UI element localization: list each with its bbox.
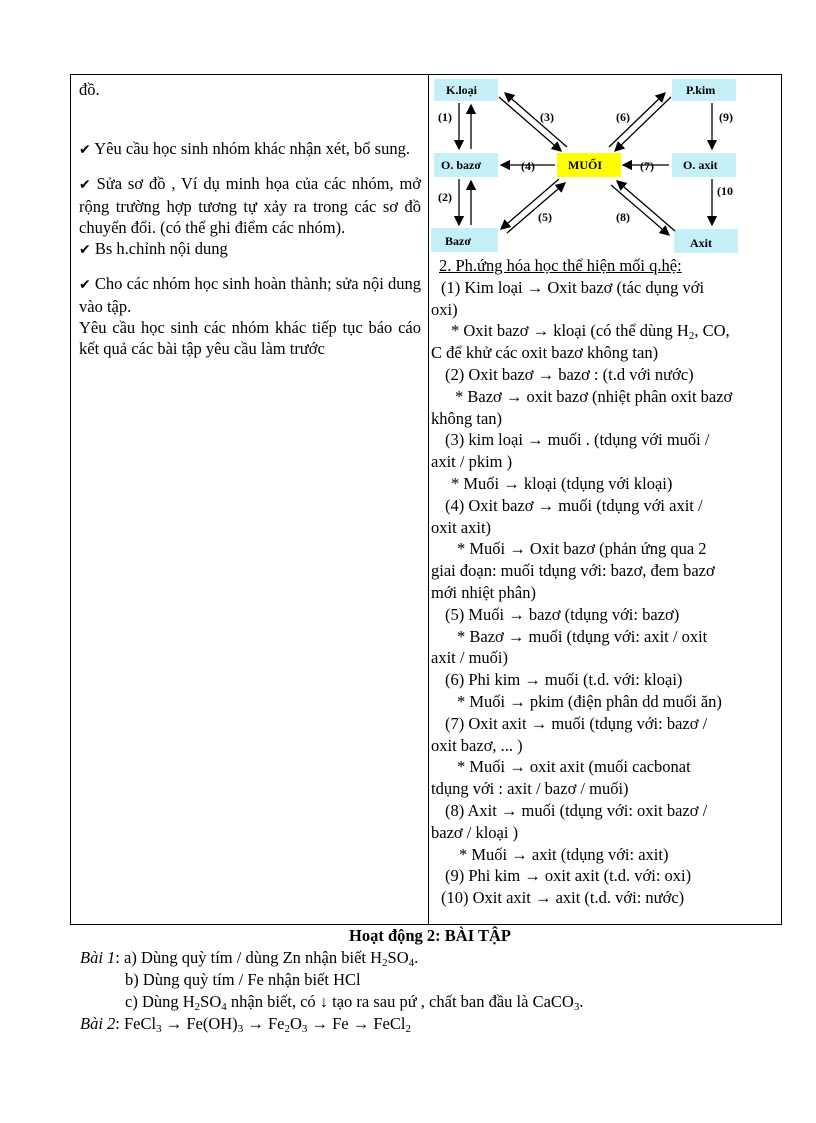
num-8: (8) — [616, 210, 630, 224]
lesson-table — [70, 74, 782, 925]
bai1-c: c) Dùng $H_2SO_4$ nhận biết, có ↓ tạo ra sau pứ , chất ban đầu là CaCO$_3$. — [125, 992, 584, 1013]
checkmark-icon: ✔ — [79, 142, 91, 158]
activity-heading: Hoạt động 2: BÀI TẬP — [349, 926, 511, 945]
left-p4: ✔ Bs h.chỉnh nội dung — [79, 239, 228, 258]
label-obazo: O. bazơ — [441, 158, 481, 172]
num-9: (9) — [719, 110, 733, 124]
label-muoi: MUỐI — [568, 158, 602, 172]
line: bazơ / kloại ) — [431, 822, 519, 842]
arrow-6a — [615, 97, 671, 151]
num-7: (7) — [640, 159, 654, 173]
label-bazo: Bazơ — [445, 234, 471, 248]
line: * Muối → axit (tdụng với: axit) — [459, 844, 669, 864]
line: mới nhiệt phân) — [431, 582, 536, 602]
num-10: (10 — [717, 184, 733, 198]
arrow-3a — [499, 97, 561, 151]
num-1: (1) — [438, 110, 452, 124]
line: (6) Phi kim → muối (t.d. với: kloại) — [445, 670, 683, 690]
checkmark-icon: ✔ — [79, 177, 91, 193]
left-p5: ✔ Cho các nhóm học sinh hoàn thành; sửa nội dung vào tập. — [79, 274, 422, 316]
line: không tan) — [431, 408, 503, 428]
num-4: (4) — [521, 159, 535, 173]
bai2: Bài 2: FeCl$_3$ → $Fe(OH)_3 \to Fe_2O_3 \to Fe$ → FeCl$_2$ — [80, 1014, 411, 1035]
bai1-b: b) Dùng quỳ tím / Fe nhận biết HCl — [125, 970, 361, 989]
line: oxit axit) — [431, 517, 492, 537]
activity-section — [80, 925, 780, 1035]
left-p2: ✔ Yêu cầu học sinh nhóm khác nhận xét, bổ sung. — [79, 139, 410, 158]
label-axit: Axit — [690, 236, 712, 250]
label-pkim: P.kim — [686, 83, 716, 97]
line: (7) Oxit axit → muối (tdụng với: bazơ / — [445, 713, 708, 733]
line: oxit bazơ, ... ) — [431, 735, 523, 755]
conversion-diagram — [431, 77, 751, 253]
line: tdụng với : axit / bazơ / muối) — [431, 779, 629, 799]
spacer — [79, 261, 421, 273]
num-3: (3) — [540, 110, 554, 124]
line: * Oxit bazơ → kloại (có thể dùng $H_2$, CO, — [451, 321, 730, 343]
line: * Muối → Oxit bazơ (phản ứng qua 2 — [457, 539, 707, 559]
teacher-activity-column — [79, 79, 421, 359]
line: (10) Oxit axit → axit (t.d. với: nước) — [441, 888, 685, 908]
spacer — [79, 100, 421, 138]
arrow-3b — [505, 93, 567, 147]
line: * Muối → kloại (tdụng với kloại) — [451, 473, 673, 493]
line: (5) Muối → bazơ (tdụng với: bazơ) — [445, 604, 680, 624]
spacer — [79, 161, 421, 173]
line: (3) kim loại → muối . (tdụng với muối / — [445, 430, 710, 450]
num-5: (5) — [538, 210, 552, 224]
line: axit / muối) — [431, 648, 508, 668]
column-divider — [428, 75, 429, 924]
line: * Muối → oxit axit (muối cacbonat — [457, 757, 691, 777]
left-p3: ✔ Sửa sơ đồ , Ví dụ minh họa của các nhóm, mở rộng trường hợp tương tự xảy ra trong các sơ đồ chuyển đổi. (có thể ghi điểm các nhóm). — [79, 174, 422, 237]
line: axit / pkim ) — [431, 452, 513, 472]
left-p6: Yêu cầu học sinh các nhóm khác tiếp tục báo cáo kết quả các bài tập yêu cầu làm trước — [79, 318, 421, 358]
line: giai đoạn: muối tdụng với: bazơ, đem bazơ — [431, 561, 715, 581]
arrow-5b — [507, 183, 565, 233]
line: * Bazơ → muối (tdụng với: axit / oxit — [457, 626, 708, 646]
line: (4) Oxit bazơ → muối (tdụng với axit / — [445, 495, 703, 515]
line: C để khử các oxit bazơ không tan) — [431, 343, 659, 363]
num-6: (6) — [616, 110, 630, 124]
line: (1) Kim loại → Oxit bazơ (tác dụng với — [441, 277, 705, 297]
num-2: (2) — [438, 190, 452, 204]
content-column — [431, 255, 778, 909]
bai1-a: Bài 1: a) Dùng quỳ tím / dùng Zn nhận biết $H_2SO_4$. — [80, 948, 419, 969]
left-p1: đồ. — [79, 80, 100, 99]
section-title: 2. Ph.ứng hóa học thể hiện mối q.hệ: — [439, 256, 682, 275]
line: (2) Oxit bazơ → bazơ : (t.d với nước) — [445, 364, 694, 384]
line: (9) Phi kim → oxit axit (t.d. với: oxi) — [445, 866, 692, 886]
label-oaxit: O. axit — [683, 158, 718, 172]
checkmark-icon: ✔ — [79, 277, 91, 293]
line: * Bazơ → oxit bazơ (nhiệt phân oxit bazơ — [455, 386, 733, 406]
checkmark-icon: ✔ — [79, 242, 91, 258]
line: * Muối → pkim (điện phân dd muối ăn) — [457, 691, 722, 711]
line: (8) Axit → muối (tdụng với: oxit bazơ / — [445, 800, 708, 820]
label-kloai: K.loại — [446, 83, 478, 97]
line: oxi) — [431, 299, 458, 319]
